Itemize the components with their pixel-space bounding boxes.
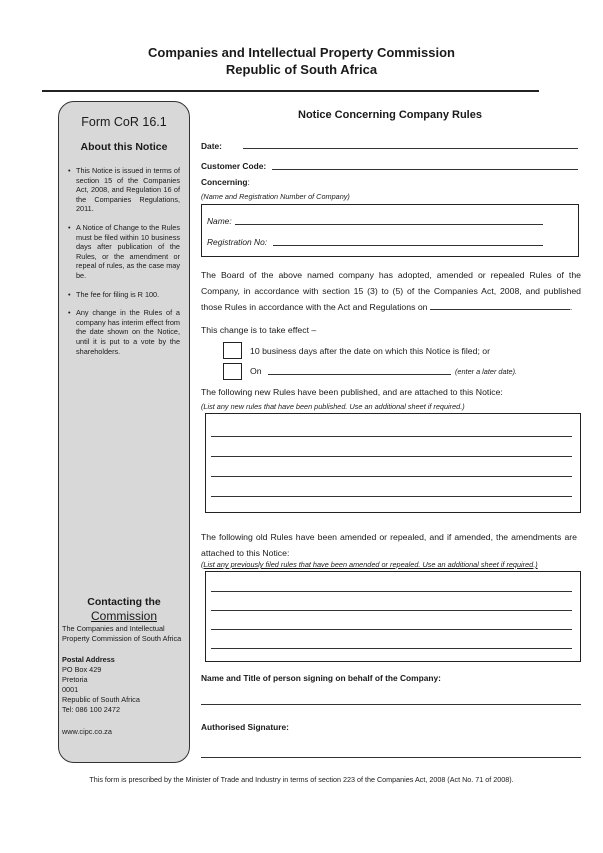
option-later-date-checkbox[interactable] bbox=[223, 363, 242, 380]
customer-code-field[interactable] bbox=[272, 169, 578, 170]
old-rules-line bbox=[211, 591, 572, 592]
company-name-field[interactable] bbox=[235, 224, 543, 225]
note-item: • This Notice is issued in terms of section 15 of the Companies Act, 2008, and Regulation 16 of the Companies Regulations, 2011. bbox=[76, 166, 180, 214]
postal-line: Tel: 086 100 2472 bbox=[62, 705, 121, 714]
new-rules-hint: (List any new rules that have been published. Use an additional sheet if required.) bbox=[201, 402, 465, 411]
postal-line: 0001 bbox=[62, 685, 79, 694]
header-org: Companies and Intellectual Property Commission bbox=[147, 45, 455, 60]
old-rules-label: The following old Rules have been amended or repealed, and if amended, the amendments are attached to this Notice: bbox=[201, 532, 577, 558]
postal-line: PO Box 429 bbox=[62, 665, 102, 674]
option-later-date-label: On bbox=[250, 366, 262, 376]
postal-line: Pretoria bbox=[62, 675, 88, 684]
contact-heading-commission: Commission bbox=[90, 609, 157, 623]
board-paragraph-text: The Board of the above named company has adopted, amended or repealed Rules of the Company, in accordance with section 15 (3) to (5) of the Companies Act, 2008, and published those Rules in accordance with the Act and Regulations on bbox=[201, 270, 581, 312]
note-item: • The fee for filing is R 100. bbox=[76, 290, 180, 300]
later-date-hint: (enter a later date). bbox=[455, 367, 518, 376]
note-item: • Any change in the Rules of a company has interim effect from the date shown on the Notice, until it is put to a vote by the shareholders. bbox=[76, 308, 180, 356]
company-details-box bbox=[201, 204, 579, 257]
signer-field[interactable] bbox=[201, 704, 581, 705]
note-item: • A Notice of Change to the Rules must be filed within 10 business days after publication of the Rules, or the amendment or repeal of rules, as the case may be. bbox=[76, 223, 180, 281]
signature-field[interactable] bbox=[201, 757, 581, 758]
footer-note: This form is prescribed by the Minister of Trade and Industry in terms of section 223 of the Companies Act, 2008 (Act No. 71 of 2008). bbox=[89, 775, 514, 784]
new-rules-box[interactable] bbox=[205, 413, 581, 513]
notice-notes bbox=[76, 166, 180, 365]
date-field[interactable] bbox=[243, 148, 578, 149]
postal-heading: Postal Address bbox=[62, 655, 115, 664]
signature-label: Authorised Signature: bbox=[201, 722, 289, 732]
concerning-label: Concerning bbox=[201, 177, 248, 187]
contact-org: The Companies and Intellectual Property Commission of South Africa bbox=[62, 624, 182, 643]
new-rules-line bbox=[211, 436, 572, 437]
header-divider bbox=[42, 90, 539, 92]
new-rules-line bbox=[211, 456, 572, 457]
new-rules-label: The following new Rules have been published, and are attached to this Notice: bbox=[201, 387, 503, 397]
contact-heading: Contacting the bbox=[87, 596, 161, 608]
old-rules-hint: (List any previously filed rules that have been amended or repealed. Use an additional sheet if required.) bbox=[201, 560, 538, 569]
name-label: Name: bbox=[207, 216, 232, 226]
concerning-colon: : bbox=[247, 177, 250, 187]
publication-date-field[interactable] bbox=[430, 301, 570, 310]
registration-label: Registration No: bbox=[207, 237, 268, 247]
option-10-days-label: 10 business days after the date on which this Notice is filed; or bbox=[250, 346, 491, 356]
form-title: Notice Concerning Company Rules bbox=[298, 109, 482, 121]
header-country: Republic of South Africa bbox=[225, 62, 378, 77]
customer-code-label: Customer Code: bbox=[201, 161, 267, 171]
old-rules-line bbox=[211, 629, 572, 630]
new-rules-line bbox=[211, 476, 572, 477]
date-label: Date: bbox=[201, 141, 222, 151]
board-paragraph: The Board of the above named company has adopted, amended or repealed Rules of the Company, in accordance with section 15 (3) to (5) of the Companies Act, 2008, and published those Rules in accordance with the Act and Regulations on . bbox=[201, 270, 581, 312]
concerning-hint: (Name and Registration Number of Company) bbox=[201, 192, 350, 201]
concerning-label-row bbox=[201, 177, 250, 187]
form-number: Form CoR 16.1 bbox=[81, 115, 167, 129]
option-10-days-checkbox[interactable] bbox=[223, 342, 242, 359]
new-rules-line bbox=[211, 496, 572, 497]
about-heading: About this Notice bbox=[80, 141, 168, 153]
old-rules-line bbox=[211, 648, 572, 649]
registration-number-field[interactable] bbox=[273, 245, 543, 246]
postal-line: Republic of South Africa bbox=[62, 695, 140, 704]
signer-label: Name and Title of person signing on behalf of the Company: bbox=[201, 673, 441, 683]
website-link[interactable]: www.cipc.co.za bbox=[62, 727, 112, 736]
later-date-field[interactable] bbox=[268, 374, 451, 375]
effect-label: This change is to take effect – bbox=[201, 325, 317, 335]
old-rules-line bbox=[211, 610, 572, 611]
